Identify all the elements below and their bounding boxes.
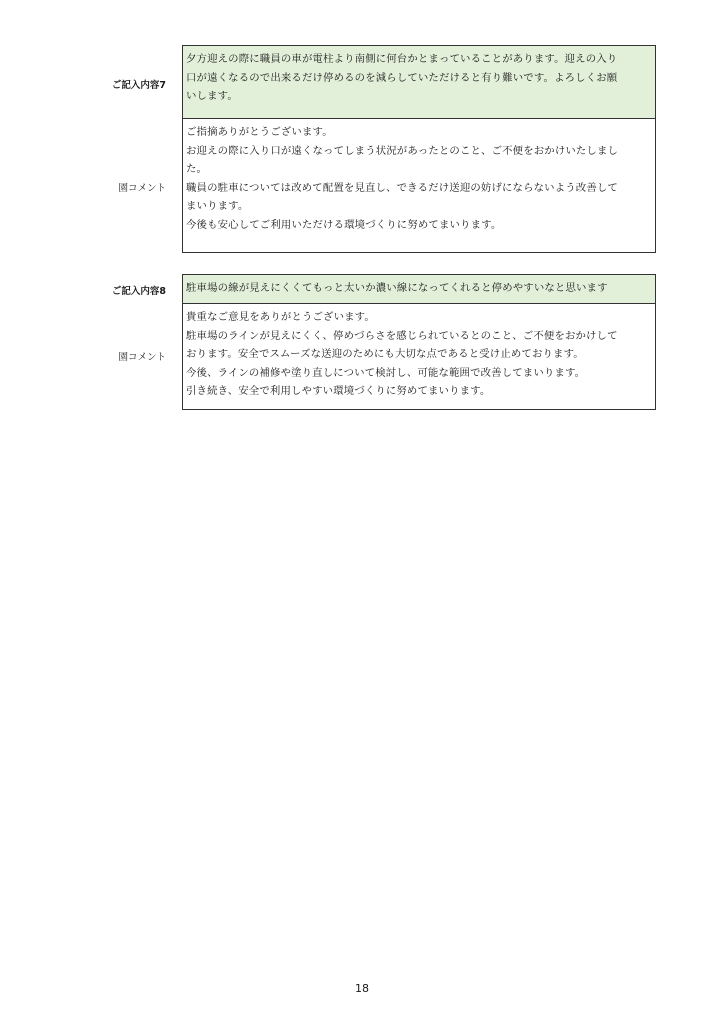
request-box-7 xyxy=(182,45,656,119)
comment-box-8 xyxy=(182,303,656,410)
comment-line: 今後も安心してご利用いただける環境づくりに努めてまいります。 xyxy=(186,218,502,231)
request-box-8 xyxy=(182,274,656,304)
comment-line: 駐車場のラインが見えにくく、停めづらさを感じられているとのこと、ご不便をおかけして xyxy=(186,329,618,342)
comment-label-8: 園コメント xyxy=(118,352,166,363)
comment-line: おります。安全でスムーズな送迎のためにも大切な点であると受け止めております。 xyxy=(186,348,584,361)
request-line: 駐車場の線が見えにくくてもっと太いか濃い線になってくれると停めやすいなと思います xyxy=(186,282,608,294)
comment-label-7: 園コメント xyxy=(118,183,166,194)
comment-box-7 xyxy=(182,118,656,253)
comment-line: お迎えの際に入り口が遠くなってしまう状況があったとのこと、ご不便をおかけいたしまし xyxy=(186,144,619,157)
comment-line: 引き続き、安全で利用しやすい環境づくりに努めてまいります。 xyxy=(186,385,491,398)
page-number: 18 xyxy=(355,982,369,995)
comment-line: ご指摘ありがとうございます。 xyxy=(186,126,333,138)
comment-line: まいります。 xyxy=(186,200,249,213)
comment-line: 今後、ラインの補修や塗り直しについて検討し、可能な範囲で改善してまいります。 xyxy=(186,366,586,379)
comment-line: た。 xyxy=(186,163,208,176)
comment-line: 貴重なご意見をありがとうございます。 xyxy=(186,311,375,323)
request-line: 口が遠くなるので出来るだけ停めるのを減らしていただけると有り難いです。よろしくお願 xyxy=(186,71,618,84)
request-line: いします。 xyxy=(186,90,238,103)
comment-line: 職員の駐車については改めて配置を見直し、できるだけ送迎の妨げにならないよう改善して xyxy=(186,181,618,194)
request-line: 夕方迎えの際に職員の車が電柱より南側に何台かとまっていることがあります。迎えの入り xyxy=(186,53,618,65)
request-label-8: ご記入内容8 xyxy=(111,286,166,297)
request-label-7: ご記入内容7 xyxy=(111,80,166,91)
